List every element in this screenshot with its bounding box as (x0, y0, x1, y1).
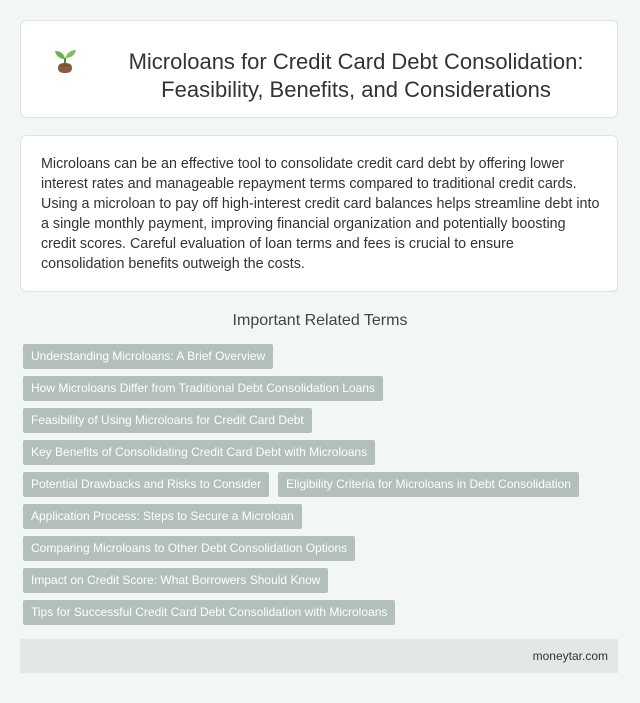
site-name[interactable]: moneytar.com (532, 649, 608, 663)
term-tag[interactable]: Comparing Microloans to Other Debt Consolidation Options (23, 536, 355, 561)
term-row (23, 536, 617, 561)
term-row (23, 568, 617, 593)
term-row (23, 376, 617, 401)
term-row (23, 408, 617, 433)
term-tag[interactable]: How Microloans Differ from Traditional Debt Consolidation Loans (23, 376, 383, 401)
term-row (23, 344, 617, 369)
term-tag[interactable]: Eligibility Criteria for Microloans in Debt Consolidation (278, 472, 579, 497)
term-row (23, 600, 617, 625)
term-tag[interactable]: Tips for Successful Credit Card Debt Consolidation with Microloans (23, 600, 395, 625)
term-tag[interactable]: Understanding Microloans: A Brief Overview (23, 344, 273, 369)
term-tag[interactable]: Application Process: Steps to Secure a Microloan (23, 504, 302, 529)
term-row (23, 440, 617, 465)
term-tag[interactable]: Potential Drawbacks and Risks to Consider (23, 472, 269, 497)
term-row (23, 472, 617, 497)
page-title: Microloans for Credit Card Debt Consolidation: Feasibility, Benefits, and Considerations (128, 49, 584, 102)
term-tag[interactable]: Impact on Credit Score: What Borrowers Should Know (23, 568, 328, 593)
title-card (20, 20, 618, 118)
summary-card (20, 135, 618, 292)
footer (20, 639, 618, 673)
seedling-icon (51, 46, 79, 76)
related-terms-list (23, 344, 617, 632)
term-tag[interactable]: Key Benefits of Consolidating Credit Card Debt with Microloans (23, 440, 375, 465)
term-tag[interactable]: Feasibility of Using Microloans for Credit Card Debt (23, 408, 312, 433)
summary-paragraph: Microloans can be an effective tool to consolidate credit card debt by offering lower interest rates and manageable repayment terms compared to traditional credit cards. Using a microloan to pay off high-interest credit card balances helps streamline debt into a single monthly payment, improving financial organization and potentially boosting credit scores. Careful evaluation of loan terms and fees is crucial to ensure consolidation benefits outweigh the costs. (41, 156, 600, 272)
related-terms-heading: Important Related Terms (232, 312, 408, 329)
term-row (23, 504, 617, 529)
